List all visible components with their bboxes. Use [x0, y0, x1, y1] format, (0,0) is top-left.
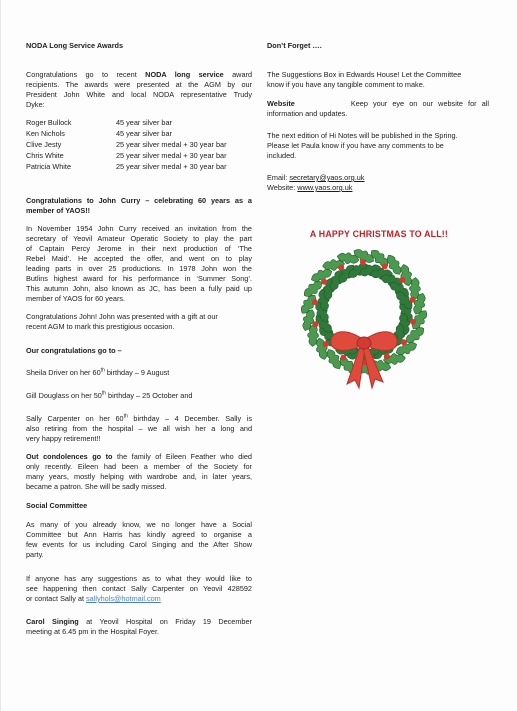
holly-berry	[384, 354, 390, 360]
holly-berry	[321, 279, 327, 285]
dont-forget-heading: Don’t Forget ….	[267, 41, 322, 50]
social-line: As many of you already know, we no longer have a Social	[26, 520, 252, 529]
holly-berry	[382, 263, 388, 269]
noda-intro-line-2: recipients. The awards were presented at the AGM by our	[26, 80, 252, 89]
award-value: 45 year silver bar	[116, 129, 172, 138]
curry-gift-line: recent AGM to mark this prestigious occasion.	[26, 322, 175, 331]
website-line-1: Website Keep your eye on our website for all	[267, 99, 489, 108]
award-value: 25 year silver medal + 30 year bar	[116, 140, 227, 149]
curry-body-line: of Captain Percy Jerome in their next production of ‘The	[26, 244, 252, 253]
condolences-line: many years, mostly helping with wardrobe and, in later years,	[26, 472, 252, 481]
award-name: Clive Jesty	[26, 140, 62, 149]
curry-heading-line-1: Congratulations to John Curry – celebrating 60 years as a	[26, 196, 252, 205]
award-row	[26, 129, 252, 139]
holly-berry	[312, 299, 318, 305]
holly-berry	[338, 265, 344, 271]
noda-intro-line-1: Congratulations go to recent NODA long service award	[26, 70, 253, 79]
website-label: Website	[267, 99, 295, 108]
curry-heading-line-2: member of YAOS!!	[26, 206, 91, 215]
condolences-line: only recently. Eileen had been a member of the Society for	[26, 462, 252, 471]
condolences-line-1: Out condolences go to the family of Eileen Feather who died	[26, 452, 252, 461]
email-line: Email: secretary@yaos.org.uk	[267, 173, 365, 182]
birthday-item: Gill Douglass on her 50th birthday – 25 October and	[26, 390, 193, 400]
award-name: Patricia White	[26, 162, 72, 171]
curry-gift-line: Congratulations John! John was presented with a gift at our	[26, 312, 218, 321]
birthdays-heading: Our congratulations go to –	[26, 346, 122, 355]
curry-body-line: This autumn John, also known as JC, has been a fully paid up	[26, 284, 252, 293]
suggest-line: or contact Sally at sallyhols@hotmail.com	[26, 594, 161, 603]
holly-berry	[410, 319, 416, 325]
curry-body-line: In November 1954 John Curry received an invitation from the	[26, 224, 252, 233]
birthday-item-line: very happy retirement!!	[26, 434, 101, 443]
curry-body-line: member of YAOS for 60 years.	[26, 294, 126, 303]
award-row	[26, 140, 252, 150]
suggestion-box-line: know if you have any tangible comment to make.	[267, 80, 425, 89]
birthday-item: Sally Carpenter on her 60th birthday – 4 December. Sally is	[26, 413, 252, 423]
suggest-line: If anyone has any suggestions as to what they would like to	[26, 574, 252, 583]
holly-berry	[401, 339, 407, 345]
carol-lead: Carol Singing	[26, 617, 79, 626]
holly-berry	[360, 259, 366, 265]
notes-line: The next edition of Hi Notes will be published in the Spring.	[267, 131, 458, 140]
birthday-item: Sheila Driver on her 60th birthday – 9 August	[26, 367, 170, 377]
website-line-2: information and updates.	[267, 109, 348, 118]
award-name: Chris White	[26, 151, 64, 160]
social-line: Committee but Ann Harris has kindly agreed to organise a	[26, 530, 252, 539]
social-heading: Social Committee	[26, 501, 88, 510]
award-name: Ken Nichols	[26, 129, 65, 138]
award-value: 25 year silver medal + 30 year bar	[116, 162, 227, 171]
suggest-line: see happening then contact Sally Carpenter on Yeovil 428592	[26, 584, 252, 593]
noda-intro-line-4: Dyke:	[26, 100, 45, 109]
curry-body-line: secretary of Yeovil Amateur Operatic Society to play the part	[26, 234, 252, 243]
website-url-line: Website: www.yaos.org.uk	[267, 183, 353, 192]
award-value: 45 year silver bar	[116, 118, 172, 127]
social-line: few events for us including Carol Singing and the After Show	[26, 540, 252, 549]
holly-berry	[313, 321, 319, 327]
social-line: party.	[26, 550, 44, 559]
curry-body-line: Rebel Maid’. He accepted the offer, and went on to play	[26, 254, 252, 263]
award-value: 25 year silver medal + 30 year bar	[116, 151, 227, 160]
award-name: Roger Bullock	[26, 118, 72, 127]
holly-berry	[323, 341, 329, 347]
noda-heading: NODA Long Service Awards	[26, 41, 124, 50]
carol-line-2: meeting at 6.45 pm in the Hospital Foyer.	[26, 627, 160, 636]
sally-email-link[interactable]: sallyhols@hotmail.com	[86, 594, 161, 603]
birthday-item-line: also retiring from the hospital – we all wish her a long and	[26, 424, 252, 433]
holly-berry	[340, 355, 346, 361]
award-row	[26, 118, 252, 128]
suggestion-box-line: The Suggestions Box in Edwards House! Let the Committee	[267, 70, 462, 79]
notes-line: Please let Paula know if you have any comments to be	[267, 141, 444, 150]
condolences-lead: Out condolences go to	[26, 452, 113, 461]
condolences-line: became a patron. She will be sadly missed.	[26, 482, 167, 491]
award-row	[26, 162, 252, 172]
website-link[interactable]: www.yaos.org.uk	[297, 183, 353, 192]
christmas-greeting: A HAPPY CHRISTMAS TO ALL!!	[309, 229, 449, 239]
notes-line: included.	[267, 151, 297, 160]
noda-intro-line-3: President John White and local NODA representative Trudy	[26, 90, 252, 99]
carol-line-1: Carol Singing at Yeovil Hospital on Friday 19 December	[26, 617, 252, 626]
noda-long-service-term: NODA long service	[145, 70, 224, 79]
holly-berry	[410, 297, 416, 303]
curry-body-line: leading parts in over 25 productions. In 1978 John won the	[26, 264, 252, 273]
curry-body-line: Butlins highest award for his performance in ‘Summer Song’.	[26, 274, 252, 283]
holly-berry	[399, 277, 405, 283]
holly-leaves	[298, 246, 431, 378]
christmas-wreath-image	[289, 244, 439, 394]
award-row	[26, 151, 252, 161]
secretary-email-link[interactable]: secretary@yaos.org.uk	[289, 173, 365, 182]
